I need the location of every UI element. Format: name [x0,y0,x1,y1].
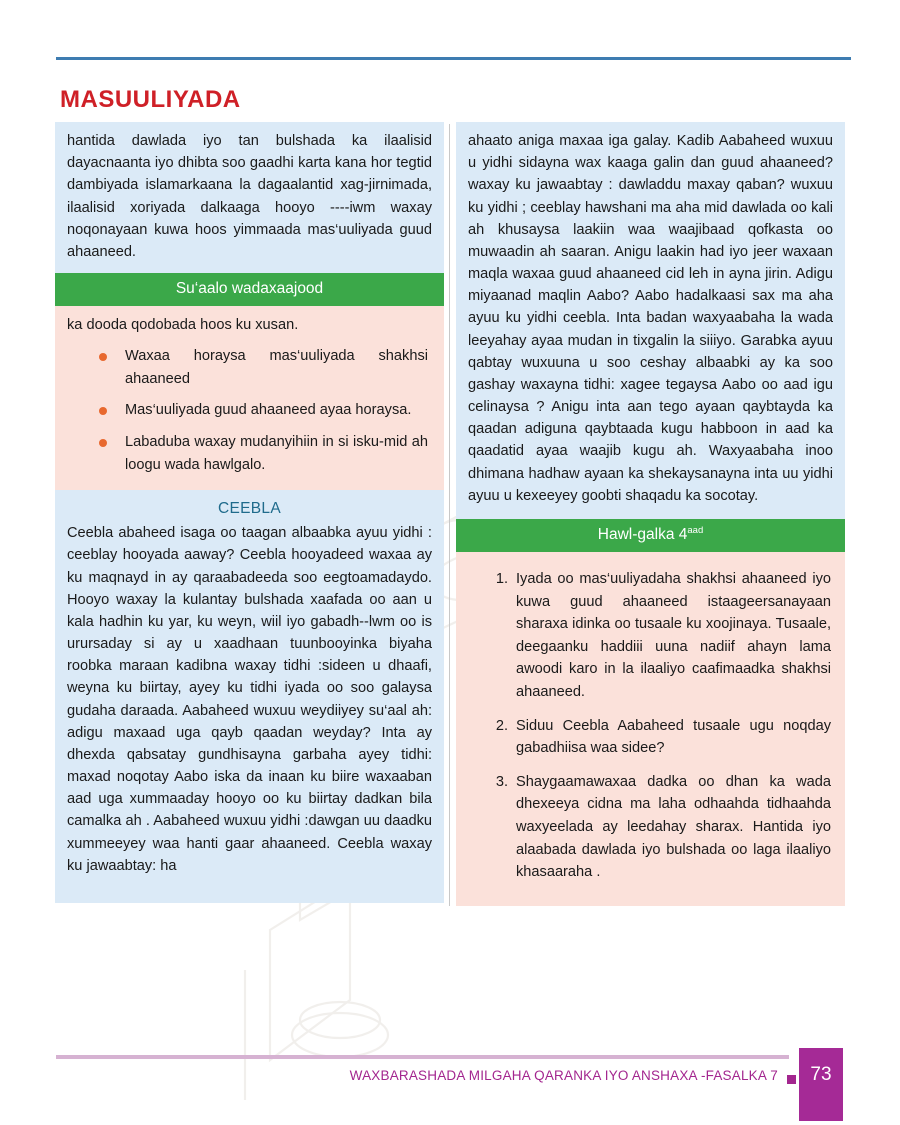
left-column [55,122,444,906]
discussion-bullet-list [67,345,432,476]
footer-divider-rule [56,1055,789,1059]
list-item [99,431,428,476]
two-column-body [55,122,845,906]
activity-section-header [456,519,845,552]
column-divider [444,122,456,906]
list-item-text: Siduu Ceebla Aabaheed tusaale ugu noqday gabadhiisa waa sidee? [516,717,831,757]
bullet-dot-icon [99,439,107,447]
activity-header-label: Hawl-galka 4 [597,525,688,543]
list-item [99,399,428,422]
discussion-questions-box [55,306,444,490]
page-title: MASUULIYADA [60,86,241,114]
story-box [55,490,444,903]
list-item [486,568,831,704]
top-divider-rule [56,57,851,60]
footer-book-title: WAXBARASHADA MILGAHA QARANKA IYO ANSHAXA -FASALKA 7 [349,1068,778,1083]
list-item-text: Mas‘uuliyada guud ahaaneed ayaa horaysa. [125,402,412,419]
page-number-label: 73 [810,1064,832,1085]
activity-header-superscript: aad [687,524,704,536]
footer-square-icon [787,1075,796,1084]
story-paragraph: Ceebla abaheed isaga oo taagan albaabka ayuu yidhi : ceeblay hooyada aaway? Ceebla hooyadeed waxaa ay ku maqnayd in ay qaraabadeeda soo eegtoamadaydo. Hooyo waxay la kulantay bulshada xaafada oo aan u kala hadhin ku yar, ku weyn, wiil iyo gabadh--lwm oo is urursaday si ay u xaadhaan tuunbooyinka biyaha roobka maraan kadibna waxay tidhi :sideen u dhaafi, weyna ku biirtay, ayey ku tidhi iyada oo soo galaysa gudaha daraada. Aabaheed wuxuu weydiiyey su‘aal ah: adigu maxaad uga qayb qaadan weyday? Inta ay dhexda qabsatay gundhisayna garbaha ayey tidhi: maxad noqotay Aabo iska da inaan ku biire waxaaban aad uga xummaaday hooyo oo ku biirtay dadkan bila camalka ah . Aabaheed wuxuu yidhi :dawgan uu daadku xummeeyey waa hanti gaar ahaaneed. Ceebla waxay ku jawaabtay: ha [67,525,432,874]
bullet-dot-icon [99,353,107,361]
right-column [456,122,845,906]
continuation-paragraph: ahaato aniga maxaa iga galay. Kadib Aabaheed wuxuu u yidhi sidayna wax kaaga galin dan guud ahaaneed? waxay ku jawaabtay : dawladdu maxay qaban? wuxuu ku yidhi ; ceeblay hawshani ma aha mid dawlada oo kali ah khusaysa laakiin waa waajibaad qofkasta oo muwaadin ah saaran. Anigu laakin had iyo jeer waxaan maqla waxaa guud ahaaneed cid leh in ayna jirin. Adigu miyaanad maqlin Aabo? Aabo hadalkaasi sax ma aha ayuu ku yidhi ceebla. Inta badan waxyaabaha la wada leeyahay ayaa mudan in tixgalin la siiiyo. Garabka ayuu qabtay wuxuuna u soo ceshay albaabki ay ka soo gashay waxayna tidhi: xagee tegaysa Aabo oo aad igu celinaysa ? Anigu inta aan tego ayaan qaybtayda ka qaadan adiguna qaybtaada kugu habboon in aad ka qaadatid ayaa waajib kugu ah. Waxyaabaha inoo dhimana hadhaw ayaan ka shekaysanayna inta uu yidhi ayuu u kexeeyey goobti shaqadu ka socotay. [468,133,833,504]
list-item [486,771,831,884]
bullet-dot-icon [99,407,107,415]
list-item-text: Waxaa horaysa mas‘uuliyada shakhsi ahaaneed [125,348,428,387]
story-heading: CEEBLA [218,500,281,518]
activity-items-box [456,552,845,906]
list-item [99,345,428,390]
list-item-text: Labaduba waxay mudanyihiin in si isku-mid ah loogu wada hawlgalo. [125,434,428,473]
list-item-text: Iyada oo mas‘uuliyadaha shakhsi ahaaneed iyo kuwa guud ahaaneed istaageersanayaan sharaxa idinka oo tusaale ku xoojinaya. Tusaale, deegaanku haddiii uuna nadiif ahayn lama awoodi karo in la ilaaliyo caafimaadka shakhsi ahaaneed. [516,570,831,700]
story-continuation-box [456,122,845,519]
discussion-section-header [55,273,444,306]
page-number-badge [799,1048,843,1121]
list-item-text: Shaygaamawaxaa dadka oo dhan ka wada dhexeeya cidna ma laha odhaahda tidhaahda waxyeelada ay leedahay sharax. Hantida iyo alaabada dawlada iyo bulshada oo laga ilaaliyo khasaaraha . [516,773,831,881]
discussion-header-label: Su‘aalo wadaxaajood [175,280,324,298]
intro-text-box [55,122,444,273]
list-item [486,715,831,760]
activity-numbered-list [468,568,833,884]
intro-paragraph: hantida dawlada iyo tan bulshada ka ilaalisid dayacnaanta iyo dhibta soo gaadhi karta kana hor tegtid dambiyada islamarkaana la dagaalantid xag-jirnimada, ilaalisid xoriyada dalkaaga hooyo ----iwm waxay noqonayaan kuwa hoos yimmaada mas‘uuliyada guud ahaaneed. [67,133,432,260]
discussion-lead-text: ka dooda qodobada hoos ku xusan. [67,317,299,334]
